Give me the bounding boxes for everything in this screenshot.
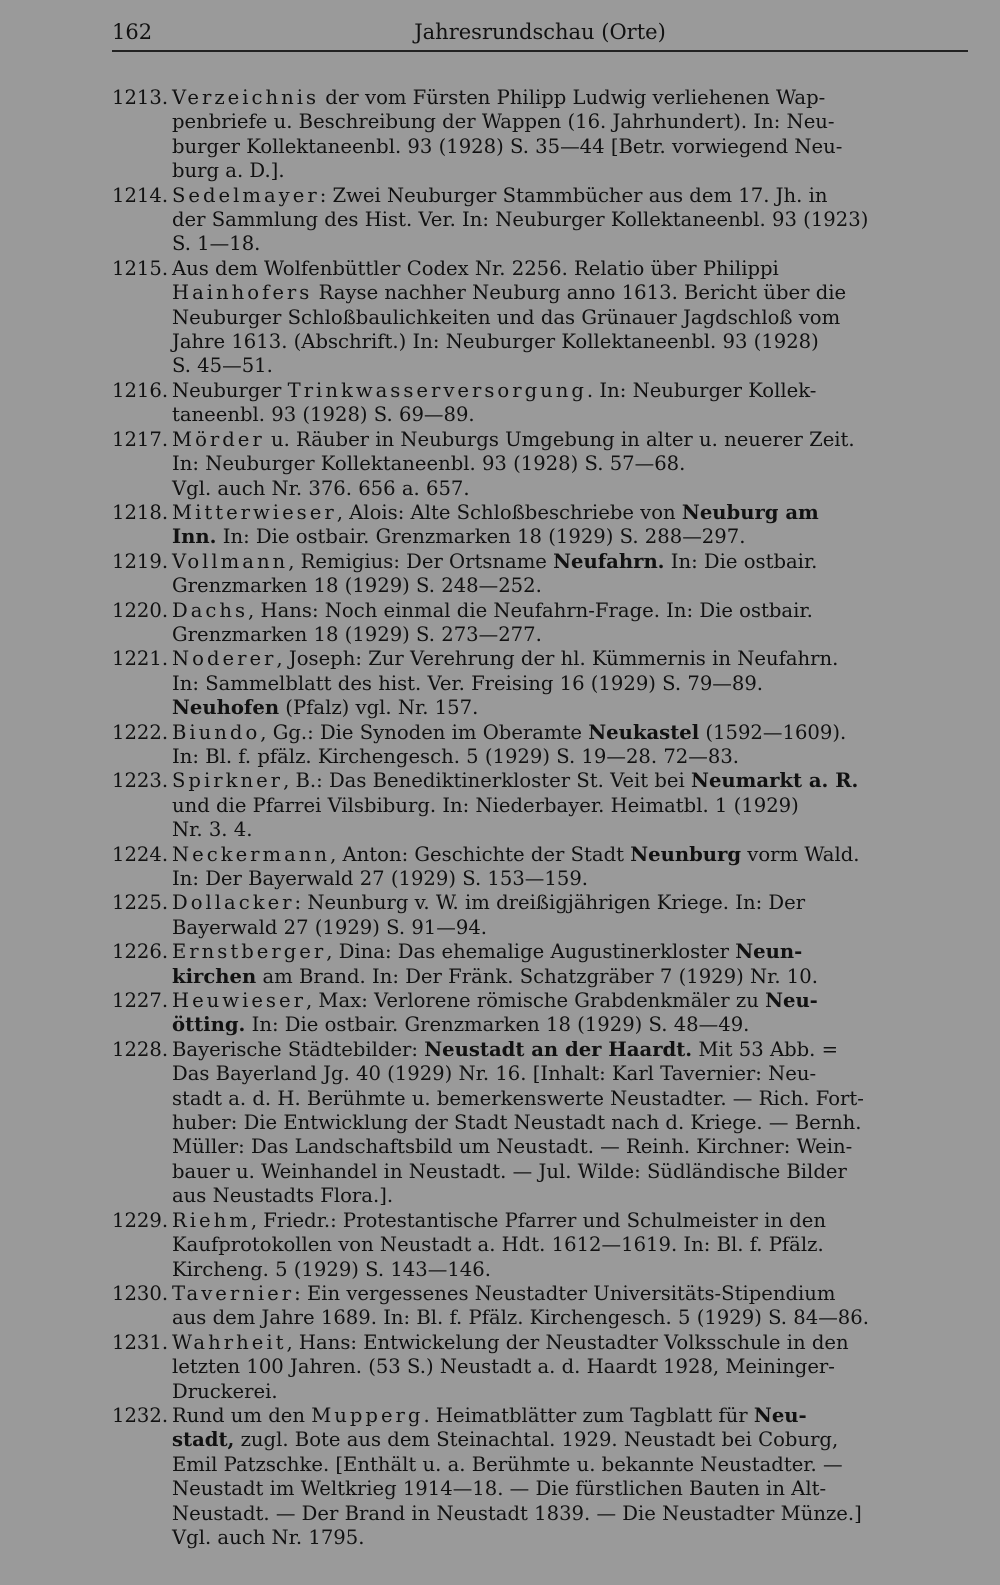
entry-text: Vgl. auch Nr. 1795. [172, 1525, 365, 1549]
entry-text: , Friedr.: Protestantische Pfarrer und Schulmeister in den [250, 1208, 826, 1232]
entry-line [172, 574, 972, 598]
entry-text: der Sammlung des Hist. Ver. In: Neuburger Kollektaneenbl. 93 (1923) [172, 208, 869, 232]
entry-text: In: Der Bayerwald 27 (1929) S. 153—159. [172, 867, 589, 890]
entry-text: Neustadt im Weltkrieg 1914—18. — Die fürstlichen Bauten in Alt- [172, 1477, 827, 1501]
entry-text: letzten 100 Jahren. (53 S.) Neustadt a. d. Haardt 1928, Meininger- [172, 1355, 835, 1379]
entry-line [172, 257, 972, 281]
entry-text: , Max: Verlorene römische Grabdenkmäler zu [305, 989, 766, 1013]
bibliography-entry [112, 428, 972, 501]
entry-text: aus dem Jahre 1689. In: Bl. f. Pfälz. Kirchengesch. 5 (1929) S. 84—86. [172, 1306, 869, 1330]
entry-line [172, 1526, 972, 1550]
entry-number: 1219. [112, 549, 169, 573]
entry-number: 1215. [112, 256, 169, 280]
entry-line [172, 965, 972, 989]
entry-line [172, 1087, 972, 1111]
bibliography-list [112, 86, 972, 1550]
entry-line [172, 379, 972, 403]
bibliography-entry [112, 1331, 972, 1404]
entry-text: , Joseph: Zur Verehrung der hl. Kümmernis in Neufahrn. [276, 647, 839, 671]
entry-line [172, 1404, 972, 1428]
running-title: Jahresrundschau (Orte) [414, 20, 666, 44]
author-name: Wahrheit [172, 1330, 287, 1354]
place-name: Neu- [765, 989, 818, 1013]
entry-text: (Pfalz) vgl. Nr. 157. [279, 696, 479, 720]
entry-line [172, 599, 972, 623]
entry-text: In: Bl. f. pfälz. Kirchengesch. 5 (1929) S. 19—28. 72—83. [172, 744, 740, 768]
bibliography-entry [112, 1404, 972, 1550]
entry-text: und die Pfarrei Vilsbiburg. In: Niederbayer. Heimatbl. 1 (1929) [172, 793, 799, 817]
bibliography-entry [112, 1282, 972, 1331]
author-name: Hainhofers [172, 281, 313, 305]
entry-line [172, 1502, 972, 1526]
entry-text: Mit 53 Abb. = [692, 1037, 839, 1061]
entry-line [172, 452, 972, 476]
entry-text: aus Neustadts Flora.]. [172, 1184, 394, 1208]
entry-text: , Dina: Das ehemalige Augustinerkloster [326, 940, 736, 964]
entry-text: Jahre 1613. (Abschrift.) In: Neuburger Kollektaneenbl. 93 (1928) [172, 330, 819, 354]
bibliography-entry [112, 1209, 972, 1282]
entry-line [172, 843, 972, 867]
entry-number: 1216. [112, 378, 169, 402]
place-name: kirchen [172, 964, 257, 988]
bibliography-entry [112, 257, 972, 379]
entry-text: taneenbl. 93 (1928) S. 69—89. [172, 403, 475, 427]
page-header [112, 18, 968, 52]
entry-text: , Anton: Geschichte der Stadt [330, 842, 631, 866]
entry-line [172, 1013, 972, 1037]
author-name: Sedelmayer [172, 183, 320, 207]
entry-line [172, 672, 972, 696]
entry-line [172, 916, 972, 940]
author-name: Biundo [172, 720, 261, 744]
entry-line [172, 1038, 972, 1062]
entry-text: S. 45—51. [172, 354, 273, 378]
entry-number: 1227. [112, 989, 169, 1013]
entry-line [172, 403, 972, 427]
place-name: ötting. [172, 1013, 246, 1037]
entry-line [172, 306, 972, 330]
entry-line [172, 818, 972, 842]
author-name: Mupperg [311, 1403, 424, 1427]
entry-line [172, 647, 972, 671]
entry-line [172, 794, 972, 818]
entry-text: , Alois: Alte Schloßbeschriebe von [336, 500, 682, 524]
entry-line [172, 428, 972, 452]
entry-text: huber: Die Entwicklung der Stadt Neustadt nach d. Kriege. — Bernh. [172, 1111, 862, 1135]
entry-text: Vgl. auch Nr. 376. 656 a. 657. [172, 476, 470, 500]
author-name: Trinkwasserversorgung [287, 378, 587, 402]
entry-line [172, 1160, 972, 1184]
entry-line [172, 623, 972, 647]
entry-text: , Hans: Entwickelung der Neustadter Volksschule in den [286, 1330, 849, 1354]
entry-text: In: Neuburger Kollektaneenbl. 93 (1928) S. 57—68. [172, 452, 686, 476]
author-name: Vollmann [172, 549, 289, 573]
entry-text: der vom Fürsten Philipp Ludwig verliehenen Wap- [319, 86, 826, 109]
entry-line [172, 110, 972, 134]
place-name: Neuburg am [681, 500, 819, 524]
bibliography-entry [112, 940, 972, 989]
author-name: Mitterwieser [172, 500, 337, 524]
bibliography-entry [112, 86, 972, 184]
author-name: Spirkner [172, 769, 284, 793]
entry-line [172, 1453, 972, 1477]
place-name: stadt, [172, 1428, 235, 1452]
entry-text: burger Kollektaneenbl. 93 (1928) S. 35—44 [Betr. vorwiegend Neu- [172, 134, 843, 158]
entry-text: Neustadt. — Der Brand in Neustadt 1839. — Die Neustadter Münze.] [172, 1501, 862, 1525]
entry-line [172, 86, 972, 110]
entry-line [172, 1355, 972, 1379]
entry-line [172, 891, 972, 915]
entry-number: 1229. [112, 1208, 169, 1232]
place-name: Neumarkt a. R. [691, 769, 859, 793]
entry-line [172, 354, 972, 378]
entry-text: penbriefe u. Beschreibung der Wappen (16. Jahrhundert). In: Neu- [172, 110, 835, 134]
bibliography-entry [112, 721, 972, 770]
entry-number: 1231. [112, 1330, 169, 1354]
entry-line [172, 696, 972, 720]
entry-text: bauer u. Weinhandel in Neustadt. — Jul. Wilde: Südländische Bilder [172, 1159, 847, 1183]
place-name: Neukastel [588, 720, 700, 744]
entry-text: (1592—1609). [699, 720, 847, 744]
author-name: Dachs [172, 598, 249, 622]
entry-text: . In: Neuburger Kollek- [586, 378, 817, 402]
entry-text: Emil Patzschke. [Enthält u. a. Berühmte u. bekannte Neustadter. — [172, 1452, 843, 1476]
entry-line [172, 1477, 972, 1501]
entry-line [172, 867, 972, 891]
place-name: Inn. [172, 525, 217, 549]
bibliography-entry [112, 599, 972, 648]
entry-line [172, 330, 972, 354]
entry-line [172, 501, 972, 525]
entry-line [172, 1184, 972, 1208]
entry-number: 1226. [112, 940, 169, 964]
bibliography-entry [112, 501, 972, 550]
entry-line [172, 940, 972, 964]
entry-text: Rayse nachher Neuburg anno 1613. Bericht über die [312, 281, 847, 305]
place-name: Neun- [735, 940, 803, 964]
entry-text: : Zwei Neuburger Stammbücher aus dem 17. Jh. in [319, 183, 828, 207]
place-name: Neustadt an der Haardt. [424, 1037, 693, 1061]
entry-line [172, 1331, 972, 1355]
entry-line [172, 1209, 972, 1233]
author-name: Verzeichnis [172, 86, 320, 109]
entry-number: 1213. [112, 86, 169, 109]
entry-number: 1221. [112, 647, 169, 671]
entry-number: 1217. [112, 427, 169, 451]
entry-number: 1232. [112, 1403, 169, 1427]
entry-text: Kircheng. 5 (1929) S. 143—146. [172, 1257, 491, 1281]
page-number: 162 [112, 20, 153, 44]
entry-text: , Remigius: Der Ortsname [288, 549, 554, 573]
entry-text: Grenzmarken 18 (1929) S. 248—252. [172, 574, 542, 598]
entry-line [172, 281, 972, 305]
bibliography-entry [112, 184, 972, 257]
entry-text: Nr. 3. 4. [172, 818, 253, 842]
entry-number: 1218. [112, 500, 169, 524]
entry-text: vorm Wald. [741, 842, 860, 866]
bibliography-entry [112, 843, 972, 892]
entry-line [172, 769, 972, 793]
author-name: Tavernier [172, 1281, 295, 1305]
entry-text: burg a. D.]. [172, 159, 285, 183]
bibliography-entry [112, 1038, 972, 1209]
entry-line [172, 1306, 972, 1330]
entry-number: 1222. [112, 720, 169, 744]
entry-text: Druckerei. [172, 1379, 278, 1403]
author-name: Heuwieser [172, 989, 306, 1013]
entry-line [172, 989, 972, 1013]
entry-text: am Brand. In: Der Fränk. Schatzgräber 7 (1929) Nr. 10. [256, 964, 818, 988]
entry-line [172, 1258, 972, 1282]
entry-line [172, 525, 972, 549]
author-name: Mörder [172, 427, 265, 451]
entry-text: u. Räuber in Neuburgs Umgebung in alter u. neuerer Zeit. [264, 427, 855, 451]
place-name: Neufahrn. [553, 549, 665, 573]
entry-text: In: Die ostbair. Grenzmarken 18 (1929) S. 48—49. [245, 1013, 750, 1037]
entry-text: Aus dem Wolfenbüttler Codex Nr. 2256. Relatio über Philippi [172, 256, 779, 280]
entry-text: Neuburger Schloßbaulichkeiten und das Grünauer Jagdschloß vom [172, 305, 841, 329]
bibliography-entry [112, 891, 972, 940]
entry-text: , Hans: Noch einmal die Neufahrn-Frage. In: Die ostbair. [248, 598, 813, 622]
entry-text: Müller: Das Landschaftsbild um Neustadt. — Reinh. Kirchner: Wein- [172, 1135, 853, 1159]
entry-line [172, 208, 972, 232]
entry-text: Rund um den [172, 1403, 312, 1427]
entry-number: 1220. [112, 598, 169, 622]
entry-number: 1224. [112, 842, 169, 866]
entry-text: Bayerwald 27 (1929) S. 91—94. [172, 915, 488, 939]
author-name: Neckermann [172, 842, 331, 866]
entry-number: 1228. [112, 1037, 169, 1061]
bibliography-entry [112, 769, 972, 842]
entry-text: In: Sammelblatt des hist. Ver. Freising 16 (1929) S. 79—89. [172, 671, 764, 695]
author-name: Noderer [172, 647, 277, 671]
entry-text: zugl. Bote aus dem Steinachtal. 1929. Neustadt bei Coburg, [234, 1428, 839, 1452]
entry-text: In: Die ostbair. Grenzmarken 18 (1929) S. 288—297. [216, 525, 746, 549]
place-name: Neunburg [630, 842, 742, 866]
entry-text: , B.: Das Benediktinerkloster St. Veit bei [283, 769, 692, 793]
entry-line [172, 1380, 972, 1404]
entry-number: 1225. [112, 891, 169, 915]
bibliography-entry [112, 379, 972, 428]
entry-line [172, 721, 972, 745]
entry-line [172, 477, 972, 501]
bibliography-entry [112, 647, 972, 720]
entry-text: Das Bayerland Jg. 40 (1929) Nr. 16. [Inhalt: Karl Tavernier: Neu- [172, 1062, 817, 1086]
entry-text: . Heimatblätter zum Tagblatt für [423, 1403, 754, 1427]
entry-line [172, 184, 972, 208]
entry-line [172, 550, 972, 574]
bibliography-entry [112, 550, 972, 599]
entry-line [172, 1062, 972, 1086]
bibliography-entry [112, 989, 972, 1038]
entry-line [172, 159, 972, 183]
entry-text: : Ein vergessenes Neustadter Universitäts-Stipendium [294, 1281, 836, 1305]
entry-line [172, 1282, 972, 1306]
author-name: Dollacker [172, 891, 295, 915]
entry-line [172, 232, 972, 256]
entry-number: 1223. [112, 769, 169, 793]
entry-line [172, 1111, 972, 1135]
entry-text: In: Die ostbair. [664, 549, 818, 573]
entry-line [172, 745, 972, 769]
entry-text: stadt a. d. H. Berühmte u. bemerkenswerte Neustadter. — Rich. Fort- [172, 1086, 864, 1110]
entry-text: Kaufprotokollen von Neustadt a. Hdt. 1612—1619. In: Bl. f. Pfälz. [172, 1233, 824, 1257]
entry-number: 1230. [112, 1281, 169, 1305]
author-name: Ernstberger [172, 940, 327, 964]
entry-text: Grenzmarken 18 (1929) S. 273—277. [172, 622, 542, 646]
entry-text: Neuburger [172, 378, 288, 402]
entry-text: Bayerische Städtebilder: [172, 1037, 425, 1061]
entry-text: , Gg.: Die Synoden im Oberamte [260, 720, 589, 744]
place-name: Neu- [753, 1403, 807, 1427]
entry-line [172, 1135, 972, 1159]
entry-line [172, 135, 972, 159]
entry-number: 1214. [112, 183, 169, 207]
entry-text: S. 1—18. [172, 232, 261, 256]
place-name: Neuhofen [172, 696, 280, 720]
entry-line [172, 1233, 972, 1257]
entry-text: : Neunburg v. W. im dreißigjährigen Kriege. In: Der [294, 891, 806, 915]
entry-line [172, 1428, 972, 1452]
author-name: Riehm [172, 1208, 251, 1232]
